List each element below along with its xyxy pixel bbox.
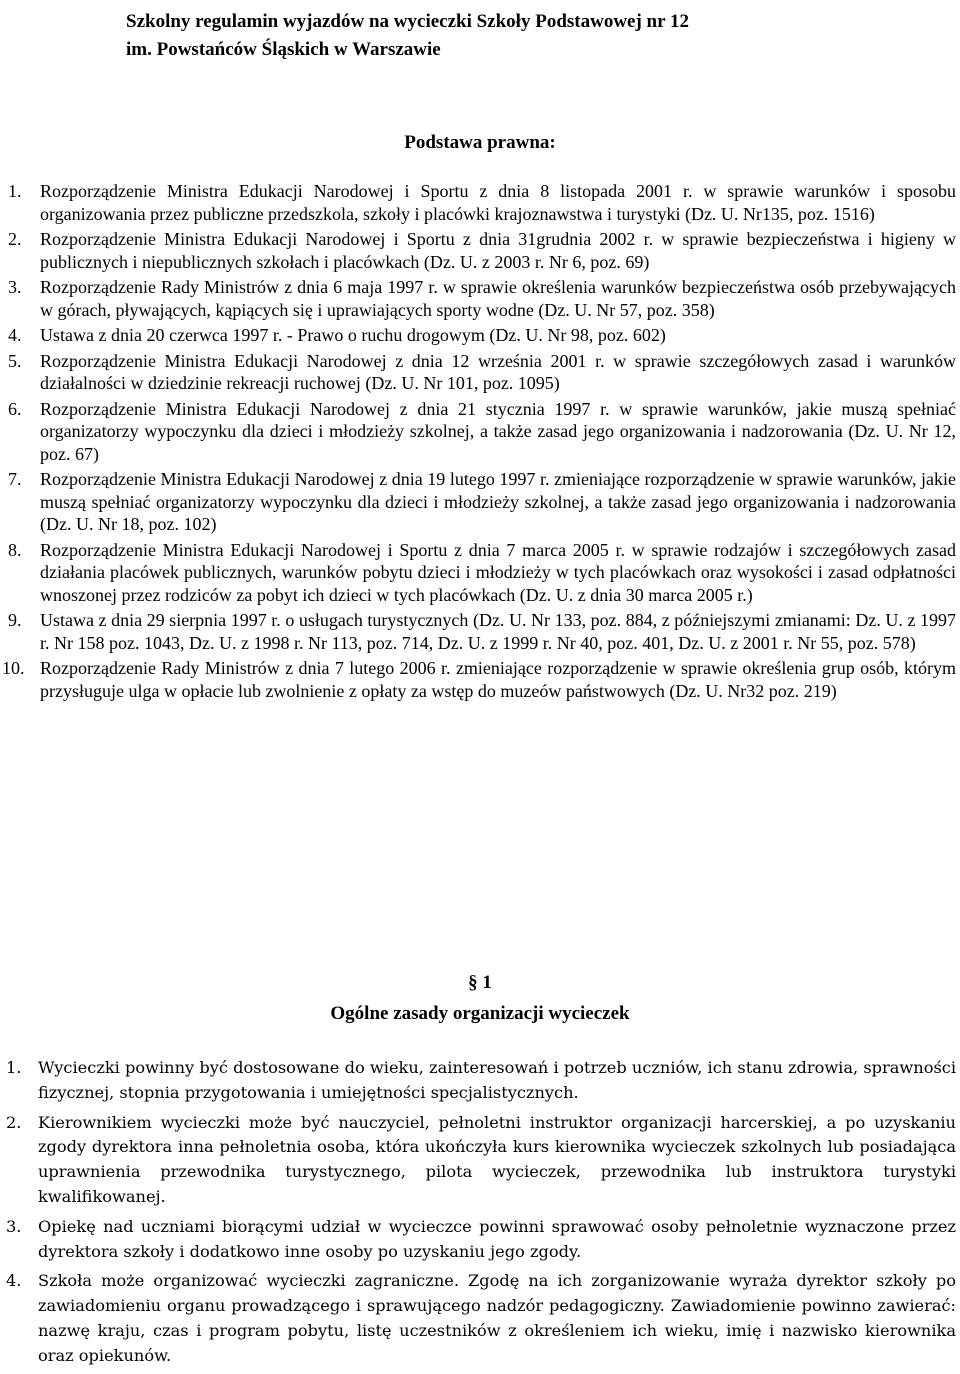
list-item [0,350,956,395]
item-number: 6. [8,398,22,419]
list-item [0,1269,956,1368]
item-text: Rozporządzenie Rady Ministrów z dnia 6 maja 1997 r. w sprawie określenia warunków bezpieczeństwa osób przebywających w górach, pływających, kąpiących się i uprawiających sporty wodne (Dz. U. Nr 57, poz. 358) [40,277,956,320]
legal-basis-heading: Podstawa prawna: [404,132,556,153]
item-number: 3. [8,277,22,297]
item-number: 7. [8,469,22,489]
list-item [0,1056,956,1106]
item-text: Rozporządzenie Ministra Edukacji Narodowej i Sportu z dnia 8 listopada 2001 r. w sprawie warunków i sposobu organizowania przez publiczne przedszkola, szkoły i placówki krajoznawstwa i turystyki (Dz. U. Nr135, poz. 1516) [40,181,956,224]
document-title [126,8,846,64]
item-text: Rozporządzenie Ministra Edukacji Narodowej i Sportu z dnia 31grudnia 2002 r. w sprawie bezpieczeństwa i higieny w publicznych i niepublicznych szkołach i placówkach (Dz. U. z 2003 r. Nr 6, poz. 69) [40,229,956,272]
title-line-2: im. Powstańców Śląskich w Warszawie [126,39,441,60]
rules-list [0,1056,956,1374]
item-number: 2. [6,1112,22,1132]
list-item [0,657,956,702]
item-number: 2. [8,229,22,249]
section-mark: § 1 [468,972,492,993]
item-number: 4. [6,1271,22,1291]
item-number: 9. [8,610,22,630]
item-text: Rozporządzenie Ministra Edukacji Narodowej z dnia 21 stycznia 1997 r. w sprawie warunków, jakie muszą spełniać organizatorzy wypoczynku dla dzieci i młodzieży szkolnej, a także zasad jego organizowania i nadzorowania (Dz. U. Nr 12, poz. 67) [40,398,956,464]
item-number: 8. [8,539,22,560]
list-item [0,539,956,607]
item-text: Ustawa z dnia 20 czerwca 1997 r. - Prawo o ruchu drogowym (Dz. U. Nr 98, poz. 602) [40,325,666,345]
list-item [0,180,956,225]
item-text: Wycieczki powinny być dostosowane do wieku, zainteresowań i potrzeb uczniów, ich stanu zdrowia, sprawności fizycznej, stopnia przygotowania i umiejętności specjalistycznych. [38,1058,956,1102]
item-number: 4. [8,325,22,345]
list-item [0,228,956,273]
item-text: Rozporządzenie Ministra Edukacji Narodowej i Sportu z dnia 7 marca 2005 r. w sprawie rodzajów i szczegółowych zasad działania placówek publicznych, warunków pobytu dzieci i młodzieży w tych placówkach oraz wysokości i zasad odpłatności wnoszonej przez rodziców za pobyt ich dzieci w tych placówkach (Dz. U. z dnia 30 marca 2005 r.) [40,539,956,605]
title-line-1: Szkolny regulamin wyjazdów na wycieczki Szkoły Podstawowej nr 12 [126,11,689,32]
item-number: 1. [6,1058,22,1077]
list-item [0,1215,956,1265]
list-item [0,324,956,347]
list-item [0,398,956,466]
list-item [0,468,956,536]
item-number: 1. [8,181,22,201]
item-text: Rozporządzenie Rady Ministrów z dnia 7 lutego 2006 r. zmieniające rozporządzenie w sprawie określenia grup osób, którym przysługuje ulga w opłacie lub zwolnienie z opłaty za wstęp do muzeów państwowych (Dz. U. Nr32 poz. 219) [40,658,956,701]
item-text: Opiekę nad uczniami biorącymi udział w wycieczce powinni sprawować osoby pełnoletnie wyznaczone przez dyrektora szkoły i dodatkowo inne osoby po uzyskaniu jego zgody. [38,1216,956,1261]
item-text: Ustawa z dnia 29 sierpnia 1997 r. o usługach turystycznych (Dz. U. Nr 133, poz. 884, z późniejszymi zmianami: Dz. U. z 1997 r. Nr 158 poz. 1043, Dz. U. z 1998 r. Nr 113, poz. 714, Dz. U. z 1999 r. Nr 40, poz. 401, Dz. U. z 2001 r. Nr 55, poz. 578) [40,610,956,653]
item-number: 3. [6,1216,22,1236]
section-title: Ogólne zasady organizacji wycieczek [330,1003,630,1024]
item-number: 10. [2,658,25,678]
list-item [0,609,956,654]
item-text: Rozporządzenie Ministra Edukacji Narodowej z dnia 19 lutego 1997 r. zmieniające rozporządzenie w sprawie warunków, jakie muszą spełniać organizatorzy wypoczynku dla dzieci i młodzieży szkolnej, a także zasad jego organizowania i nadzorowania (Dz. U. Nr 18, poz. 102) [40,469,956,534]
item-text: Szkoła może organizować wycieczki zagraniczne. Zgodę na ich zorganizowanie wyraża dyrektor szkoły po zawiadomieniu organu prowadzącego i sprawującego nadzór pedagogiczny. Zawiadomienie powinno zawierać: nazwę kraju, czas i program pobytu, listę uczestników z określeniem ich wieku, imię i nazwisko kierownika oraz opiekunów. [38,1271,956,1365]
list-item [0,276,956,321]
list-item [0,1111,956,1210]
legal-basis-list [0,180,956,705]
item-text: Kierownikiem wycieczki może być nauczyciel, pełnoletni instruktor organizacji harcerskiej, a po uzyskaniu zgody dyrektora inna pełnoletnia osoba, która ukończyła kurs kierownika wycieczek szkolnych lub posiadająca uprawnienia przewodnika turystycznego, pilota wycieczek, przewodnika lub instruktora turystyki kwalifikowanej. [38,1112,956,1206]
item-number: 5. [8,350,22,371]
item-text: Rozporządzenie Ministra Edukacji Narodowej z dnia 12 września 2001 r. w sprawie szczegółowych zasad i warunków działalności w dziedzinie rekreacji ruchowej (Dz. U. Nr 101, poz. 1095) [40,350,956,393]
